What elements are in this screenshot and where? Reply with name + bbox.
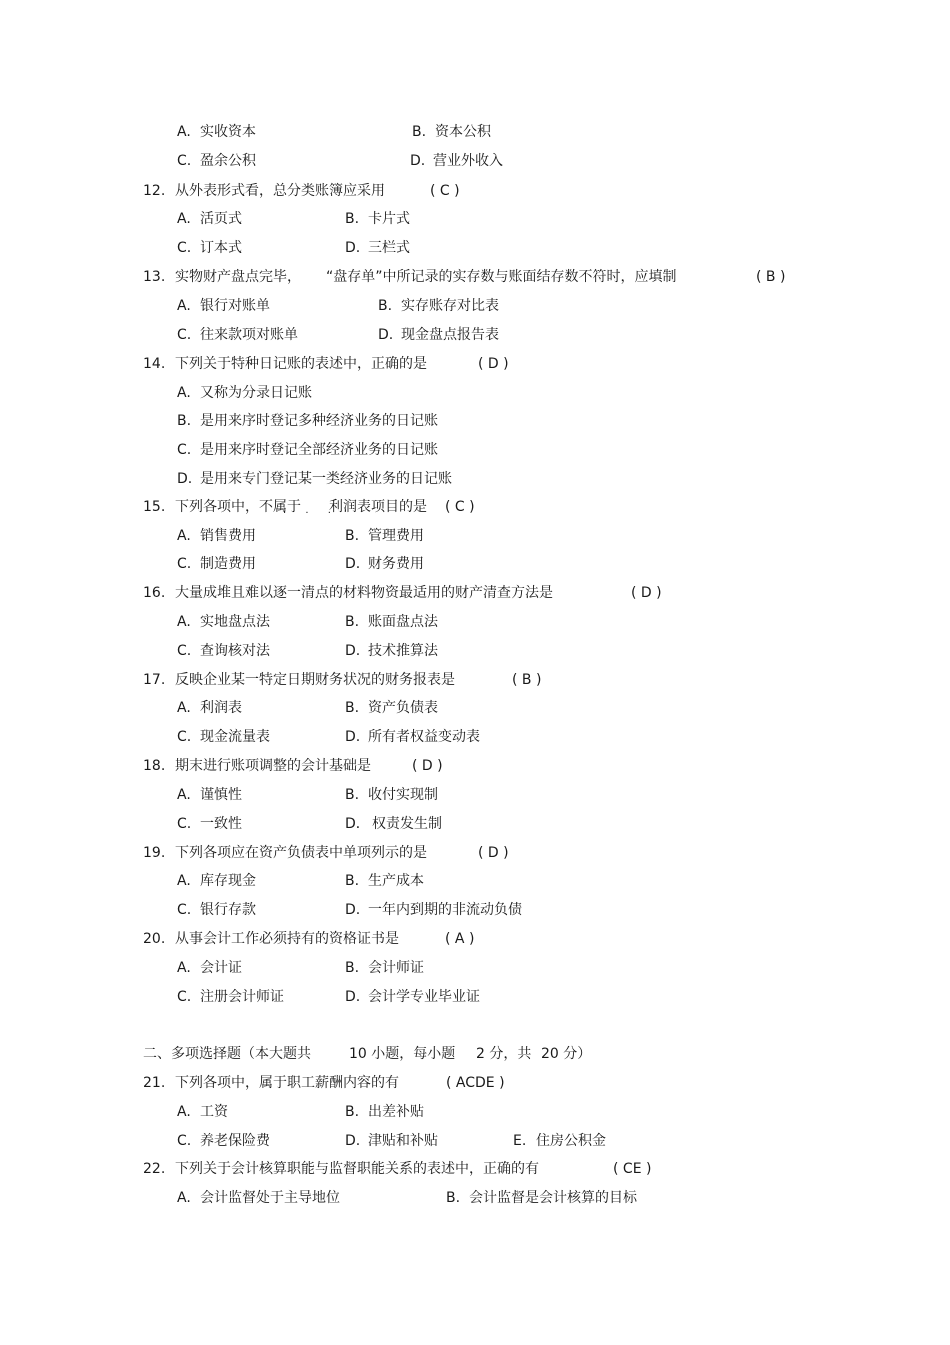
option-row [0, 468, 950, 490]
option-text: 三栏式 [368, 240, 410, 256]
option-letter: A. [177, 787, 191, 803]
question-number: 13. [143, 269, 166, 285]
option-row [0, 784, 950, 806]
option-text: 账面盘点法 [368, 614, 438, 630]
option-letter: C. [177, 902, 192, 918]
answer: ( D ) [631, 585, 662, 601]
question-22 [0, 1158, 950, 1180]
question-14 [0, 353, 950, 375]
option-letter: C. [177, 442, 192, 458]
section-heading [0, 1043, 950, 1065]
option-text: 实收资本 [200, 124, 256, 140]
option-text: 利润表 [200, 700, 242, 716]
option-text: 营业外收入 [433, 153, 503, 169]
answer: ( C ) [430, 183, 460, 199]
option-letter: A. [177, 124, 191, 140]
option-letter: D. [345, 643, 361, 659]
question-21 [0, 1072, 950, 1094]
option-text: 订本式 [200, 240, 242, 256]
option-letter: C. [177, 327, 192, 343]
option-letter: A. [177, 211, 191, 227]
option-letter: C. [177, 816, 192, 832]
question-stem-cont: “盘存单”中所记录的实存数与账面结存数不符时，应填制 [326, 269, 677, 285]
option-text: 现金盘点报告表 [401, 327, 499, 343]
option-letter: A. [177, 385, 191, 401]
option-row [0, 324, 950, 346]
option-letter: A. [177, 700, 191, 716]
option-text: 又称为分录日记账 [200, 385, 312, 401]
option-text: 资产负债表 [368, 700, 438, 716]
option-letter: D. [177, 471, 193, 487]
option-text: 权责发生制 [372, 816, 442, 832]
option-text: 会计证 [200, 960, 242, 976]
question-16 [0, 582, 950, 604]
option-text: 财务费用 [368, 556, 424, 572]
option-text: 会计学专业毕业证 [368, 989, 480, 1005]
option-row [0, 1101, 950, 1123]
option-row [0, 237, 950, 259]
option-text: 是用来专门登记某一类经济业务的日记账 [200, 471, 452, 487]
question-stem: 下列关于会计核算职能与监督职能关系的表述中，正确的有 [175, 1161, 539, 1177]
question-stem: 大量成堆且难以逐一清点的材料物资最适用的财产清查方法是 [175, 585, 553, 601]
section-heading-part: 2 分，共 [476, 1046, 532, 1062]
option-text: 住房公积金 [536, 1133, 606, 1149]
option-text: 养老保险费 [200, 1133, 270, 1149]
option-text: 卡片式 [368, 211, 410, 227]
option-letter: D. [345, 556, 361, 572]
option-text: 现金流量表 [200, 729, 270, 745]
answer: ( ACDE ) [446, 1075, 505, 1091]
option-text: 津贴和补贴 [368, 1133, 438, 1149]
option-text: 资本公积 [435, 124, 491, 140]
option-text: 一年内到期的非流动负债 [368, 902, 522, 918]
option-letter: D. [345, 240, 361, 256]
option-row [0, 295, 950, 317]
question-18 [0, 755, 950, 777]
option-text: 库存现金 [200, 873, 256, 889]
option-letter: D. [345, 1133, 361, 1149]
option-letter: C. [177, 729, 192, 745]
question-number: 20. [143, 931, 166, 947]
option-row [0, 1130, 950, 1152]
option-row [0, 553, 950, 575]
question-number: 16. [143, 585, 166, 601]
option-letter: A. [177, 1104, 191, 1120]
option-text: 一致性 [200, 816, 242, 832]
option-row [0, 121, 950, 143]
question-stem: 从外表形式看，总分类账簿应采用 [175, 183, 385, 199]
question-stem: 反映企业某一特定日期财务状况的财务报表是 [175, 672, 455, 688]
option-letter: D. [345, 902, 361, 918]
question-number: 21. [143, 1075, 166, 1091]
option-text: 活页式 [200, 211, 242, 227]
option-letter: B. [412, 124, 427, 140]
option-letter: A. [177, 528, 191, 544]
option-text: 出差补贴 [368, 1104, 424, 1120]
option-row [0, 382, 950, 404]
option-row [0, 150, 950, 172]
question-number: 22. [143, 1161, 166, 1177]
question-stem: 期末进行账项调整的会计基础是 [175, 758, 371, 774]
option-letter: D. [410, 153, 426, 169]
option-text: 谨慎性 [200, 787, 242, 803]
emphasis-dots: · · · [283, 508, 339, 519]
option-row [0, 899, 950, 921]
option-letter: C. [177, 643, 192, 659]
question-13 [0, 266, 950, 288]
option-text: 盈余公积 [200, 153, 256, 169]
option-letter: D. [345, 989, 361, 1005]
option-row [0, 439, 950, 461]
question-stem: 下列各项中，不属于 [175, 499, 301, 515]
option-letter: D. [378, 327, 394, 343]
answer: ( B ) [512, 672, 542, 688]
answer: ( D ) [412, 758, 443, 774]
option-letter: C. [177, 1133, 192, 1149]
option-text: 实地盘点法 [200, 614, 270, 630]
question-number: 18. [143, 758, 166, 774]
option-letter: B. [345, 700, 360, 716]
question-stem: 实物财产盘点完毕， [175, 269, 301, 285]
question-number: 19. [143, 845, 166, 861]
question-12 [0, 180, 950, 202]
option-text: 所有者权益变动表 [368, 729, 480, 745]
question-number: 15. [143, 499, 166, 515]
option-row [0, 525, 950, 547]
option-text: 工资 [200, 1104, 228, 1120]
option-letter: B. [446, 1190, 461, 1206]
question-number: 12. [143, 183, 166, 199]
option-letter: A. [177, 1190, 191, 1206]
option-letter: E. [513, 1133, 527, 1149]
option-row [0, 726, 950, 748]
question-17 [0, 669, 950, 691]
option-text: 是用来序时登记多种经济业务的日记账 [200, 413, 438, 429]
option-letter: B. [345, 528, 360, 544]
option-letter: B. [345, 614, 360, 630]
option-row [0, 870, 950, 892]
option-row [0, 697, 950, 719]
option-letter: B. [345, 787, 360, 803]
answer: ( B ) [756, 269, 786, 285]
option-letter: C. [177, 989, 192, 1005]
option-text: 会计监督处于主导地位 [200, 1190, 340, 1206]
section-heading-part: 10 小题，每小题 [349, 1046, 456, 1062]
option-text: 技术推算法 [368, 643, 438, 659]
question-stem: 下列各项中，属于职工薪酬内容的有 [175, 1075, 399, 1091]
option-text: 会计监督是会计核算的目标 [469, 1190, 637, 1206]
option-letter: C. [177, 153, 192, 169]
option-text: 银行存款 [200, 902, 256, 918]
option-text: 生产成本 [368, 873, 424, 889]
option-letter: A. [177, 960, 191, 976]
option-letter: B. [345, 873, 360, 889]
option-letter: B. [345, 211, 360, 227]
option-row [0, 208, 950, 230]
option-row [0, 640, 950, 662]
option-text: 查询核对法 [200, 643, 270, 659]
option-letter: C. [177, 240, 192, 256]
option-text: 是用来序时登记全部经济业务的日记账 [200, 442, 438, 458]
option-row [0, 986, 950, 1008]
question-number: 17. [143, 672, 166, 688]
option-text: 销售费用 [200, 528, 256, 544]
answer: ( C ) [445, 499, 475, 515]
option-letter: B. [177, 413, 192, 429]
option-letter: B. [345, 960, 360, 976]
option-letter: B. [378, 298, 393, 314]
section-heading-part: 20 分） [541, 1046, 592, 1062]
option-text: 收付实现制 [368, 787, 438, 803]
option-letter: A. [177, 873, 191, 889]
question-15 [0, 496, 950, 518]
question-number: 14. [143, 356, 166, 372]
question-stem: 下列关于特种日记账的表述中，正确的是 [175, 356, 427, 372]
question-20 [0, 928, 950, 950]
answer: ( D ) [478, 356, 509, 372]
section-heading-part: 二、多项选择题（本大题共 [143, 1046, 311, 1062]
option-letter: A. [177, 614, 191, 630]
option-text: 注册会计师证 [200, 989, 284, 1005]
answer: ( CE ) [613, 1161, 652, 1177]
option-text: 管理费用 [368, 528, 424, 544]
option-text: 会计师证 [368, 960, 424, 976]
option-row [0, 611, 950, 633]
option-letter: A. [177, 298, 191, 314]
option-row [0, 957, 950, 979]
option-row [0, 813, 950, 835]
option-letter: D. [345, 729, 361, 745]
question-stem-cont: 利润表项目的是 [329, 499, 427, 515]
option-letter: B. [345, 1104, 360, 1120]
question-19 [0, 842, 950, 864]
option-letter: C. [177, 556, 192, 572]
option-text: 银行对账单 [200, 298, 270, 314]
question-stem: 从事会计工作必须持有的资格证书是 [175, 931, 399, 947]
option-text: 往来款项对账单 [200, 327, 298, 343]
option-row [0, 410, 950, 432]
answer: ( D ) [478, 845, 509, 861]
question-stem: 下列各项应在资产负债表中单项列示的是 [175, 845, 427, 861]
option-text: 实存账存对比表 [401, 298, 499, 314]
option-letter: D． [345, 816, 370, 832]
answer: ( A ) [445, 931, 475, 947]
option-text: 制造费用 [200, 556, 256, 572]
option-row [0, 1187, 950, 1209]
